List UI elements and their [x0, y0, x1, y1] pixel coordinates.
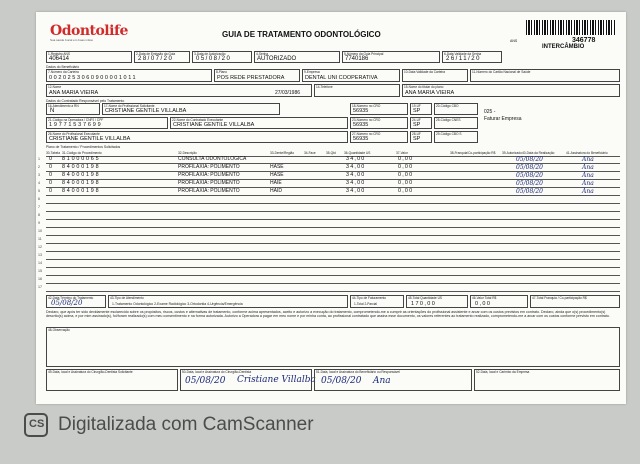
barcode-icon — [526, 20, 616, 35]
label-prof-signature: 49-Data, local e Assinatura do Cirurgião-Dentista Solicitante — [48, 370, 133, 374]
procedures-header-9: 38-Franquia/Co-participação R$ — [450, 151, 496, 155]
field-total-value — [470, 295, 528, 308]
row-number: 3 — [38, 173, 40, 177]
table-row — [38, 260, 620, 268]
field-cro2 — [350, 117, 408, 129]
table-row — [38, 236, 620, 244]
billing-options: 1-Total 2-Parcial — [354, 302, 378, 306]
label-requesting-prof: 17-Nome do Profissional Solicitante — [104, 104, 155, 108]
value-plan: POS REDE PRESTADORA — [217, 75, 285, 81]
label-cns: 11-Número do Cartão Nacional de Saúde — [472, 70, 531, 74]
value-cro3: 56935 — [353, 136, 369, 142]
field-cro3 — [350, 131, 408, 143]
field-uf2 — [410, 117, 432, 129]
row-code: 84000198 — [62, 164, 101, 170]
field-exec-prof — [46, 131, 348, 143]
row-description: PROFILAXIA: POLIMENTO — [178, 188, 240, 194]
table-row — [38, 180, 620, 188]
label-cpf: 21-Código na Operadora / CNPJ / CPF — [48, 118, 104, 122]
row-number: 5 — [38, 189, 40, 193]
field-senha — [254, 51, 340, 63]
row-code: 84000198 — [62, 172, 101, 178]
procedures-table — [36, 156, 626, 292]
value-cpf: 19771537699 — [49, 122, 103, 128]
label-benef-signature: 51-Data, local e Assinatura do Beneficiário ou Responsável — [316, 370, 400, 374]
procedures-header-5: 34-Face — [304, 151, 316, 155]
table-row — [38, 188, 620, 196]
row-code: 84000198 — [62, 188, 101, 194]
side-code: 025 - — [484, 109, 496, 115]
procedures-header-2: 31-Código do Procedimento — [62, 151, 102, 155]
value-rn: N — [50, 108, 55, 114]
row-number: 8 — [38, 213, 40, 217]
label-uf: 19-UF — [412, 104, 421, 108]
table-row — [38, 204, 620, 212]
value-uf: SP — [413, 108, 421, 114]
procedures-header-8: 37-Valor — [396, 151, 408, 155]
label-cbo: 20-Código CBO — [436, 104, 459, 108]
row-description: PROFILAXIA: POLIMENTO — [178, 180, 240, 186]
row-table: 0 — [49, 172, 52, 178]
label-cro: 18-Número no CRO — [352, 104, 381, 108]
procedures-header-6: 35-Qtd — [326, 151, 336, 155]
section-beneficiary: Dados do Beneficiário — [46, 65, 80, 69]
table-row — [38, 220, 620, 228]
row-description: PROFILAXIA: POLIMENTO — [178, 172, 240, 178]
row-description: CONSULTA ODONTOLOGICA — [178, 156, 247, 162]
label-phone: 14-Telefone — [316, 85, 333, 89]
label-total-value: 46-Valor Total R$ — [472, 296, 497, 300]
label-main-guide: 5-Número da Guia Principal — [344, 52, 384, 56]
row-table: 0 — [49, 156, 52, 162]
label-cro2: 23-Número no CRO — [352, 118, 381, 122]
value-term-date: 05/08/20 — [51, 299, 83, 307]
procedures-header-7: 36-Quantidade US — [344, 151, 371, 155]
camscanner-text: Digitalizada com CamScanner — [58, 414, 314, 435]
value-main-guide: 7740186 — [345, 56, 369, 62]
label-total-us: 45-Total Quantidade US — [408, 296, 443, 300]
row-date: 05/08/20 — [516, 188, 543, 195]
label-auth-date: 3-Data de Autorização — [194, 52, 226, 56]
value-requesting-prof: CRISTIANE GENTILE VILLALBA — [105, 108, 187, 114]
field-term-date — [46, 295, 106, 308]
row-us: 34,00 — [346, 188, 366, 194]
value-card-number: 0020253060900001011 — [49, 75, 138, 81]
value-cro2: 56935 — [353, 122, 369, 128]
field-holder — [402, 84, 620, 97]
row-code: 81000065 — [62, 156, 101, 162]
field-cbo — [434, 103, 478, 115]
table-row — [38, 196, 620, 204]
camscanner-logo-icon — [24, 413, 48, 437]
row-number: 7 — [38, 205, 40, 209]
row-number: 16 — [38, 277, 42, 281]
row-number: 11 — [38, 237, 42, 241]
row-signature: Ana — [582, 164, 594, 171]
row-us: 34,00 — [346, 180, 366, 186]
table-row — [38, 164, 620, 172]
value-contracted-name: CRISTIANE GENTILE VILLALBA — [173, 122, 255, 128]
label-contracted-name: 22-Nome do Contratado Executante — [172, 118, 224, 122]
value-cro: 56935 — [353, 108, 369, 114]
row-us: 34,00 — [346, 156, 366, 162]
field-total-franquia — [530, 295, 620, 308]
row-table: 0 — [49, 164, 52, 170]
procedures-header-10: 39-Autorizado — [502, 151, 522, 155]
exec-signature-date: 05/08/20 — [185, 376, 226, 386]
field-auth-date — [192, 51, 252, 63]
row-table: 0 — [49, 188, 52, 194]
row-description: PROFILAXIA: POLIMENTO — [178, 164, 240, 170]
label-registro-ans: 1-Registro ANS — [48, 52, 70, 56]
row-number: 6 — [38, 197, 40, 201]
row-number: 1 — [38, 157, 40, 161]
value-registro-ans: 406414 — [49, 56, 70, 62]
row-signature: Ana — [582, 180, 594, 187]
value-total-value: 0,00 — [475, 301, 492, 307]
value-company: DENTAL UNI COOPERATIVA — [305, 75, 378, 81]
row-value: 0,00 — [398, 188, 414, 194]
field-cbo3 — [434, 131, 478, 143]
table-row — [38, 212, 620, 220]
section-procedures: Plano de Tratamento / Procedimentos Solicitados — [46, 145, 121, 149]
camscanner-brand: CS — [29, 418, 45, 430]
row-region: HASE — [270, 172, 284, 178]
procedures-header-4: 33-Dente/Região — [270, 151, 295, 155]
row-value: 0,00 — [398, 164, 414, 170]
field-emission-date — [134, 51, 190, 63]
label-total-franquia: 47-Total Franquia / Co-participação R$ — [532, 296, 587, 300]
field-benef-signature — [314, 369, 472, 391]
field-rn — [46, 103, 100, 115]
field-contracted-name — [170, 117, 348, 129]
field-senha-validity — [442, 51, 502, 63]
row-number: 10 — [38, 229, 42, 233]
row-us: 34,00 — [346, 172, 366, 178]
row-region: HASE — [270, 164, 284, 170]
value-uf2: SP — [413, 122, 421, 128]
field-cro — [350, 103, 408, 115]
field-plan — [214, 69, 300, 82]
label-name: 12-Nome — [48, 85, 62, 89]
value-senha-validity: 26/11/20 — [446, 56, 481, 62]
value-auth-date: 05/08/20 — [196, 56, 232, 62]
procedures-header-1: 30-Tabela — [46, 151, 60, 155]
field-requesting-prof — [102, 103, 280, 115]
field-card-validity — [402, 69, 468, 82]
field-total-us — [406, 295, 468, 308]
section-contracted: Dados do Contratado Responsável pelo Tratamento — [46, 99, 125, 103]
table-row — [38, 244, 620, 252]
value-senha: AUTORIZADO — [257, 56, 297, 62]
table-row — [38, 156, 620, 164]
camscanner-footer — [0, 410, 640, 450]
label-care-type: 43-Tipo de Atendimento — [110, 296, 144, 300]
row-signature: Ana — [582, 156, 594, 163]
row-date: 05/08/20 — [516, 172, 543, 179]
row-us: 34,00 — [346, 164, 366, 170]
row-date: 05/08/20 — [516, 180, 543, 187]
table-row — [38, 268, 620, 276]
guide-number: 346778 — [572, 37, 596, 44]
row-value: 0,00 — [398, 156, 414, 162]
table-row — [38, 252, 620, 260]
label-uf2: 24-UF — [412, 118, 421, 122]
row-table: 0 — [49, 180, 52, 186]
row-date: 05/08/20 — [516, 164, 543, 171]
row-value: 0,00 — [398, 172, 414, 178]
label-card-number: 7-Número da Carteira — [48, 70, 79, 74]
row-number: 12 — [38, 245, 42, 249]
label-cro3: 27-Número no CRO — [352, 132, 381, 136]
field-billing — [350, 295, 404, 308]
field-cnes — [434, 117, 478, 129]
field-uf3 — [410, 131, 432, 143]
logo-text: Odontolife — [50, 23, 128, 39]
row-number: 14 — [38, 261, 42, 265]
value-exec-prof: CRISTIANE GENTILE VILLALBA — [49, 136, 131, 142]
row-number: 9 — [38, 221, 40, 225]
row-signature: Ana — [582, 188, 594, 195]
field-name — [46, 84, 312, 97]
value-uf3: SP — [413, 136, 421, 142]
label-plan: 8-Plano — [216, 70, 227, 74]
declaration-text: Declaro, que após ter sido devidamente esclarecido sobre os propósitos, riscos, custos e alternativas de tratamento, conforme acima apresentados, aceito e autorizo a execução do tratamento, comprometendo-me a cumprir as orientações do profissional assistente e arcar com os custos previstos em contrato. Declaro, ainda que o(s) procedimento(s) descrito(s) acima, e por mim assinado(s), foi/foram realizado(s) com meu consentimento e na forma autorizada. Autorizo a Operadora a pagar em meu nome e por minha conta, ao profissional contratado que assina esse documento, os valores referentes ao tratamento realizado, comprometendo-me a arcar com os custos conforme previsto em contrato. — [46, 310, 610, 319]
label-cnes: 25-Código CNES — [436, 118, 461, 122]
label-exec-signature: 50-Data, local e Assinatura do Cirurgião-Dentista — [182, 370, 252, 374]
field-company-stamp — [474, 369, 620, 391]
field-registro-ans — [46, 51, 132, 63]
label-exec-prof: 26-Nome do Profissional Executante — [48, 132, 100, 136]
field-main-guide — [342, 51, 440, 63]
table-row — [38, 172, 620, 180]
row-number: 4 — [38, 181, 40, 185]
label-company: 9-Empresa — [304, 70, 320, 74]
label-card-validity: 10-Data Validade da Carteira — [404, 70, 446, 74]
row-code: 84000198 — [62, 180, 101, 186]
field-cns — [470, 69, 620, 82]
ans-label: ANS — [510, 39, 518, 43]
label-rn: 16-Atendimento a RN — [48, 104, 79, 108]
value-total-us: 170,00 — [411, 301, 437, 307]
procedures-header-11: 40-Data da Realização — [522, 151, 555, 155]
label-emission-date: 2-Data de Emissão da Guia — [136, 52, 176, 56]
row-number: 15 — [38, 269, 42, 273]
field-exec-signature — [180, 369, 316, 391]
benef-signature-date: 05/08/20 — [321, 376, 362, 386]
side-text: Faturar Empresa — [484, 116, 522, 122]
label-term-date: 42-Data Término do Tratamento — [48, 296, 94, 300]
benef-signature-name: Ana — [373, 376, 391, 386]
label-cbo3: 29-Código CBO S — [436, 132, 462, 136]
table-row — [38, 284, 620, 292]
row-number: 2 — [38, 165, 40, 169]
row-region: HAIE — [270, 180, 282, 186]
table-row — [38, 228, 620, 236]
field-observation — [46, 327, 620, 367]
field-company — [302, 69, 400, 82]
row-date: 05/08/20 — [516, 156, 543, 163]
value-holder: ANA MARIA VIEIRA — [405, 90, 455, 96]
value-name: ANA MARIA VIEIRA — [49, 90, 99, 96]
field-cpf — [46, 117, 168, 129]
label-company-stamp: 52-Data, local e Carimbo da Empresa — [476, 370, 530, 374]
field-uf — [410, 103, 432, 115]
field-card-number — [46, 69, 212, 82]
row-number: 13 — [38, 253, 42, 257]
guide-document — [36, 12, 626, 404]
row-value: 0,00 — [398, 180, 414, 186]
value-birth-date: 27/03/1986 — [275, 90, 301, 96]
row-region: HAID — [270, 188, 282, 194]
odontolife-logo — [50, 22, 130, 40]
table-row — [38, 276, 620, 284]
field-prof-signature — [46, 369, 178, 391]
field-care-type — [108, 295, 348, 308]
procedures-header-12: 41-Assinatura do Beneficiário — [566, 151, 608, 155]
row-signature: Ana — [582, 172, 594, 179]
care-type-options: 1-Tratamento Odontológico 2-Exame Radiológico 3-Ortodontia 4-Urgência/Emergência — [112, 302, 243, 306]
row-number: 17 — [38, 285, 42, 289]
exec-signature-name: Cristiane Villalba — [237, 375, 316, 385]
label-senha-validity: 6-Data Validade da Senha — [444, 52, 482, 56]
field-phone — [314, 84, 400, 97]
label-billing: 44-Tipo de Faturamento — [352, 296, 387, 300]
label-holder: 15-Nome do titular do plano — [404, 85, 444, 89]
value-emission-date: 28/07/20 — [138, 56, 174, 62]
guide-title: GUIA DE TRATAMENTO ODONTOLÓGICO — [222, 30, 381, 39]
label-senha: 4-Senha — [256, 52, 269, 56]
label-observation: 48-Observação — [48, 328, 70, 332]
label-uf3: 28-UF — [412, 132, 421, 136]
guide-type: INTERCÂMBIO — [542, 44, 585, 50]
logo-tagline: Sua saúde bucal em boas mãos — [50, 38, 93, 42]
procedures-header-3: 32-Descrição — [178, 151, 197, 155]
